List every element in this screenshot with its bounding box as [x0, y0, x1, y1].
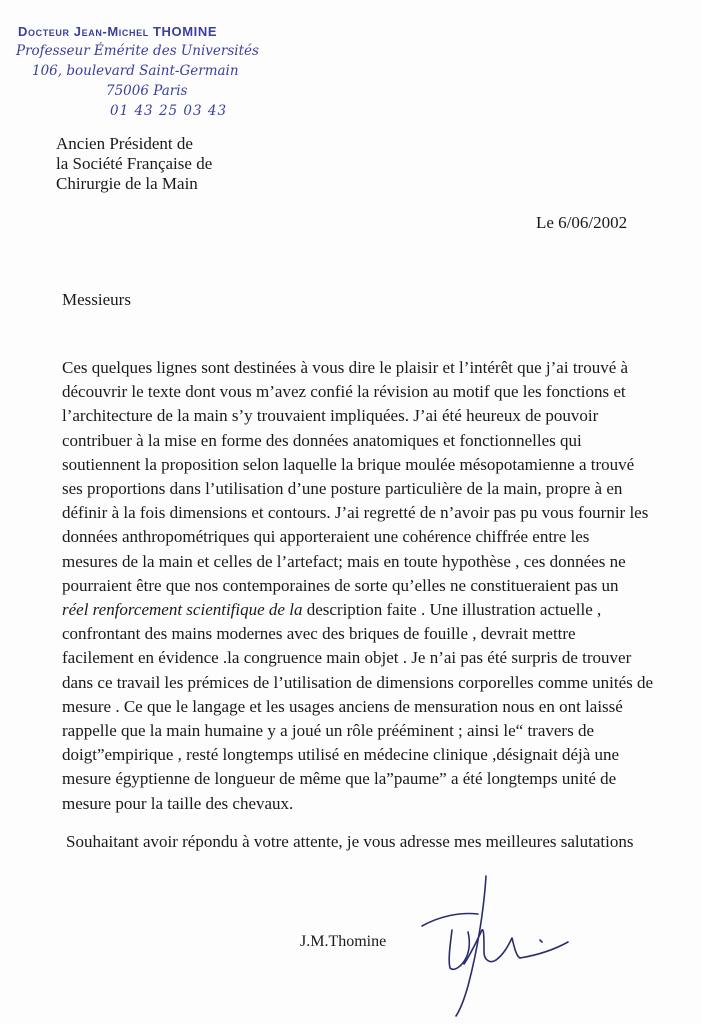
body-line: données anthropométriques qui apporteraient une cohérence chiffrée entre les	[62, 527, 590, 547]
body-line: mesures de la main et celles de l’artefact; mais en toute hypothèse , ces données ne	[62, 551, 626, 571]
former-title-line: Chirurgie de la Main	[56, 174, 198, 193]
body-line	[62, 598, 653, 622]
salutation: Messieurs	[62, 290, 131, 309]
body-line: facilement en évidence .la congruence main objet . Je n’ai pas été surpris de trouver	[62, 648, 632, 668]
body-line: doigt”empirique , resté longtemps utilisé en médecine clinique ,désignait déjà une	[62, 745, 620, 765]
closing-line: Souhaitant avoir répondu à votre attente, je vous adresse mes meilleures salutations	[66, 832, 634, 851]
letterhead-name: Docteur Jean-Michel THOMINE	[18, 24, 218, 39]
body-line: confrontant des mains modernes avec des briques de fouille , devrait mettre	[62, 624, 576, 644]
body-line: soutiennent la proposition selon laquelle la brique moulée mésopotamienne a trouvé	[62, 454, 635, 474]
signatory-name: J.M.Thomine	[300, 933, 387, 950]
body-line: définir à la fois dimensions et contours. J’ai regretté de n’avoir pas pu vous fournir les	[62, 503, 649, 523]
body-line: pourraient être que nos contemporaines de sorte qu’elles ne constitueraient pas un	[62, 575, 619, 595]
body-line: mesure . Ce que le langage et les usages anciens de mensuration nous en ont laissé	[62, 696, 623, 716]
former-title-line: Ancien Président de	[56, 134, 193, 153]
letterhead-phone: 01 43 25 03 43	[110, 103, 228, 119]
body-line: mesure pour la taille des chevaux.	[62, 793, 294, 813]
body-regular-text: description faite . Une illustration actuelle ,	[302, 600, 602, 620]
body-line: ses proportions dans l’utilisation d’une posture particulière de la main, propre à en	[62, 479, 623, 499]
letterhead-address: 106, boulevard Saint-Germain	[32, 63, 239, 79]
body-line: Ces quelques lignes sont destinées à vous dire le plaisir et l’intérêt que j’ai trouvé à	[62, 358, 629, 377]
letter-date: Le 6/06/2002	[536, 213, 628, 232]
former-title-line: la Société Française de	[56, 154, 213, 173]
body-line: dans ce travail les prémices de l’utilisation de dimensions corporelles comme unités de	[62, 672, 654, 692]
letterhead-city: 75006 Paris	[106, 83, 188, 99]
letterhead-title: Professeur Émérite des Universités	[16, 43, 259, 59]
body-line: l’architecture de la main s’y trouvaient impliquées. J’ai été heureux de pouvoir	[62, 406, 599, 426]
former-title-block	[56, 134, 212, 194]
body-line: contribuer à la mise en forme des données anatomiques et fonctionnelles qui	[62, 430, 582, 450]
body-italic-text: réel renforcement scientifique de la	[62, 600, 303, 620]
body-line: découvrir le texte dont vous m’avez confié la révision au motif que les fonctions et	[62, 382, 626, 402]
body-line: rappelle que la main humaine y a joué un rôle prééminent ; ainsi le“ travers de	[62, 721, 594, 741]
letter-body	[62, 356, 653, 816]
handwritten-signature	[400, 868, 580, 1018]
body-line: mesure égyptienne de longueur de même que la”paume” a été longtemps unité de	[62, 769, 617, 789]
letterhead	[14, 24, 314, 121]
